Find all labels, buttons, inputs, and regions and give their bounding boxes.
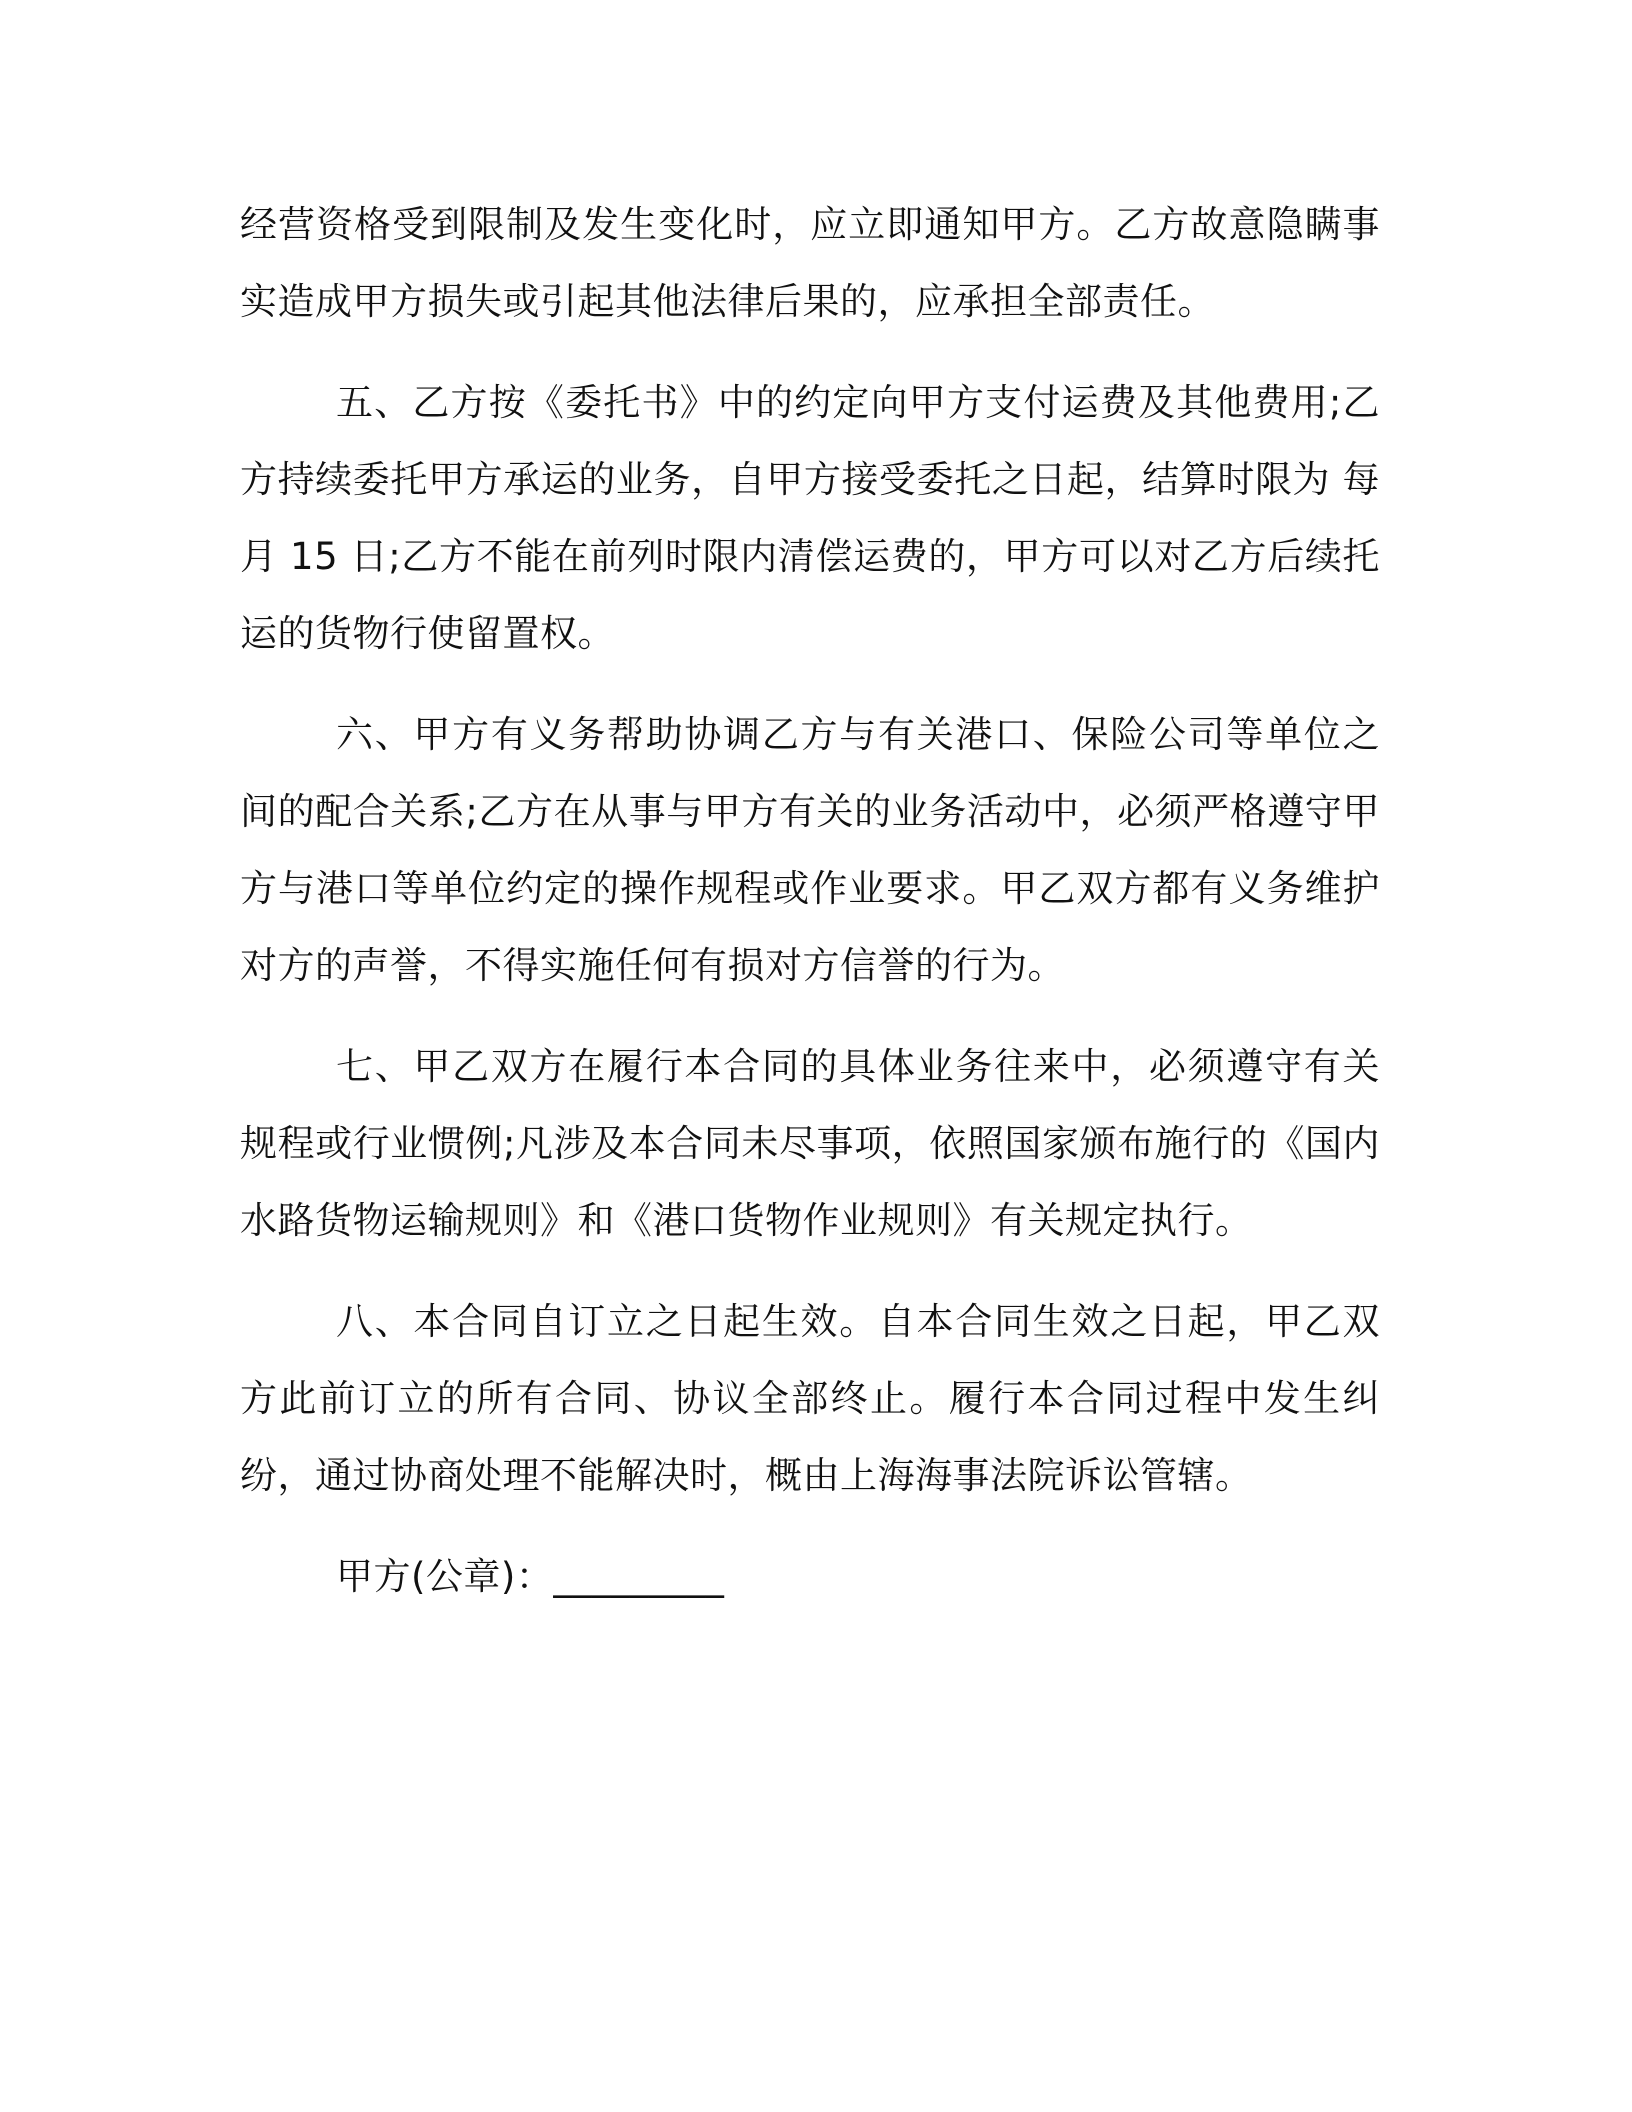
paragraph-clause-5-payment: 五、乙方按《委托书》中的约定向甲方支付运费及其他费用;乙方持续委托甲方承运的业务，自甲方接受委托之日起，结算时限为 每月 15 日;乙方不能在前列时限内清偿运费的，甲方可以对乙方后续托运的货物行使留置权。 <box>240 381 1380 655</box>
paragraph-clause-7-rules: 七、甲乙双方在履行本合同的具体业务往来中，必须遵守有关规程或行业惯例;凡涉及本合同未尽事项，依照国家颁布施行的《国内水路货物运输规则》和《港口货物作业规则》有关规定执行。 <box>240 1045 1380 1242</box>
paragraph-qualification-notice: 经营资格受到限制及发生变化时，应立即通知甲方。乙方故意隐瞒事实造成甲方损失或引起其他法律后果的，应承担全部责任。 <box>240 203 1380 323</box>
party-a-seal-line: 甲方(公章)：_________ <box>336 1555 725 1598</box>
document-body <box>240 186 1380 1615</box>
paragraph-clause-6-coordination: 六、甲方有义务帮助协调乙方与有关港口、保险公司等单位之间的配合关系;乙方在从事与甲方有关的业务活动中，必须严格遵守甲方与港口等单位约定的操作规程或作业要求。甲乙双方都有义务维护对方的声誉，不得实施任何有损对方信誉的行为。 <box>240 713 1380 987</box>
paragraph-clause-8-effect: 八、本合同自订立之日起生效。自本合同生效之日起，甲乙双方此前订立的所有合同、协议全部终止。履行本合同过程中发生纠纷，通过协商处理不能解决时，概由上海海事法院诉讼管辖。 <box>240 1300 1380 1497</box>
